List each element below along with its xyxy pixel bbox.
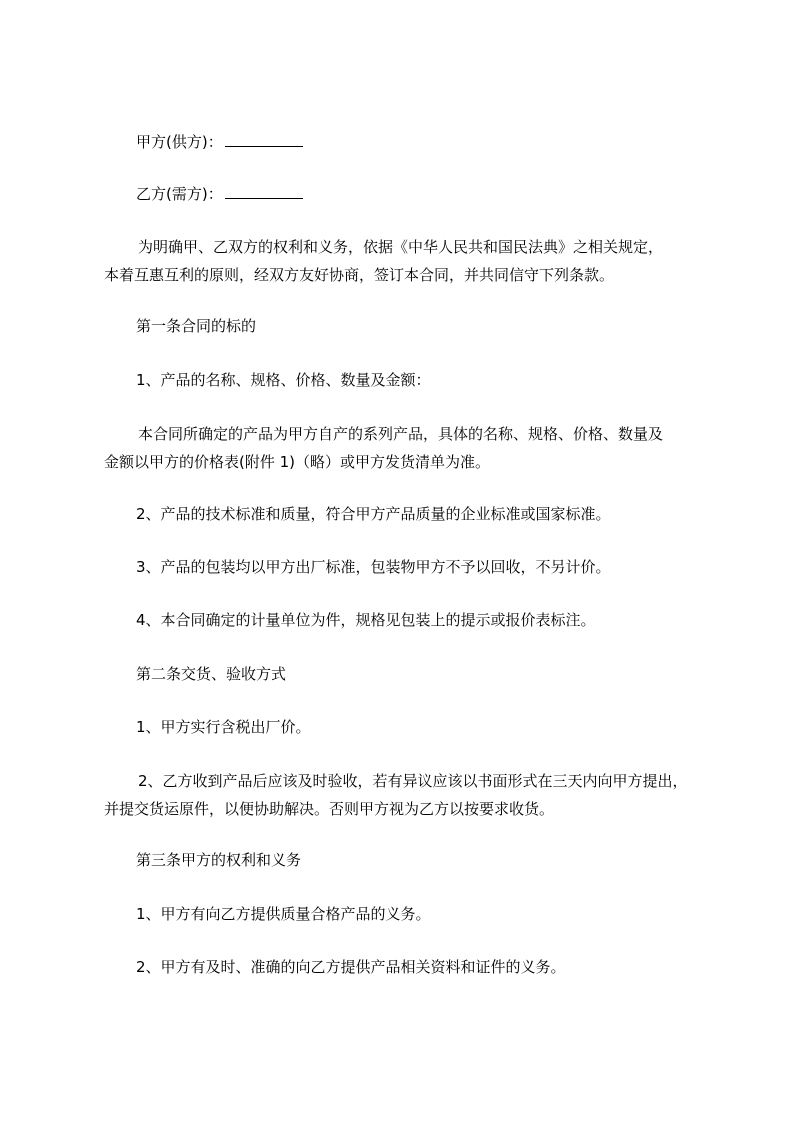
party-b-blank <box>225 184 303 199</box>
article-2-item-1: 1、甲方实行含税出厂价。 <box>136 718 311 736</box>
a2-item2-line-1: 2、乙方收到产品后应该及时验收，若有异议应该以书面形式在三天内向甲方提出， <box>138 772 688 790</box>
article-3-title: 第三条甲方的权利和义务 <box>136 851 302 869</box>
article-1-item-2: 2、产品的技术标准和质量，符合甲方产品质量的企业标准或国家标准。 <box>136 505 611 523</box>
article-1-title: 第一条合同的标的 <box>136 317 257 335</box>
party-a-blank <box>225 132 303 147</box>
article-1-item-1: 1、产品的名称、规格、价格、数量及金额： <box>136 371 431 389</box>
a1-detail-line-1: 本合同所确定的产品为甲方自产的系列产品，具体的名称、规格、价格、数量及 <box>138 425 664 443</box>
intro-line-2: 本着互惠互利的原则，经双方友好协商，签订本合同，并共同信守下列条款。 <box>104 266 615 284</box>
article-1-item-4: 4、本合同确定的计量单位为件，规格见包装上的提示或报价表标注。 <box>136 611 596 629</box>
article-1-item-1-detail <box>104 420 663 476</box>
party-a-line <box>136 128 303 156</box>
article-1-item-3: 3、产品的包装均以甲方出厂标准，包装物甲方不予以回收，不另计价。 <box>136 558 611 576</box>
a1-detail-line-2: 金额以甲方的价格表(附件 1)（略）或甲方发货清单为准。 <box>104 453 491 471</box>
party-b-label: 乙方(需方)： <box>136 185 223 203</box>
a2-item2-line-2: 并提交货运原件，以便协助解决。否则甲方视为乙方以按要求收货。 <box>104 800 555 818</box>
party-b-line <box>136 180 303 208</box>
article-3-item-2: 2、甲方有及时、准确的向乙方提供产品相关资料和证件的义务。 <box>136 958 566 976</box>
article-2-title: 第二条交货、验收方式 <box>136 665 287 683</box>
article-3-item-1: 1、甲方有向乙方提供质量合格产品的义务。 <box>136 905 431 923</box>
intro-paragraph <box>104 233 663 289</box>
intro-line-1: 为明确甲、乙双方的权利和义务，依据《中华人民共和国民法典》之相关规定， <box>138 238 664 256</box>
article-2-item-2 <box>104 767 688 823</box>
party-a-label: 甲方(供方)： <box>136 133 223 151</box>
